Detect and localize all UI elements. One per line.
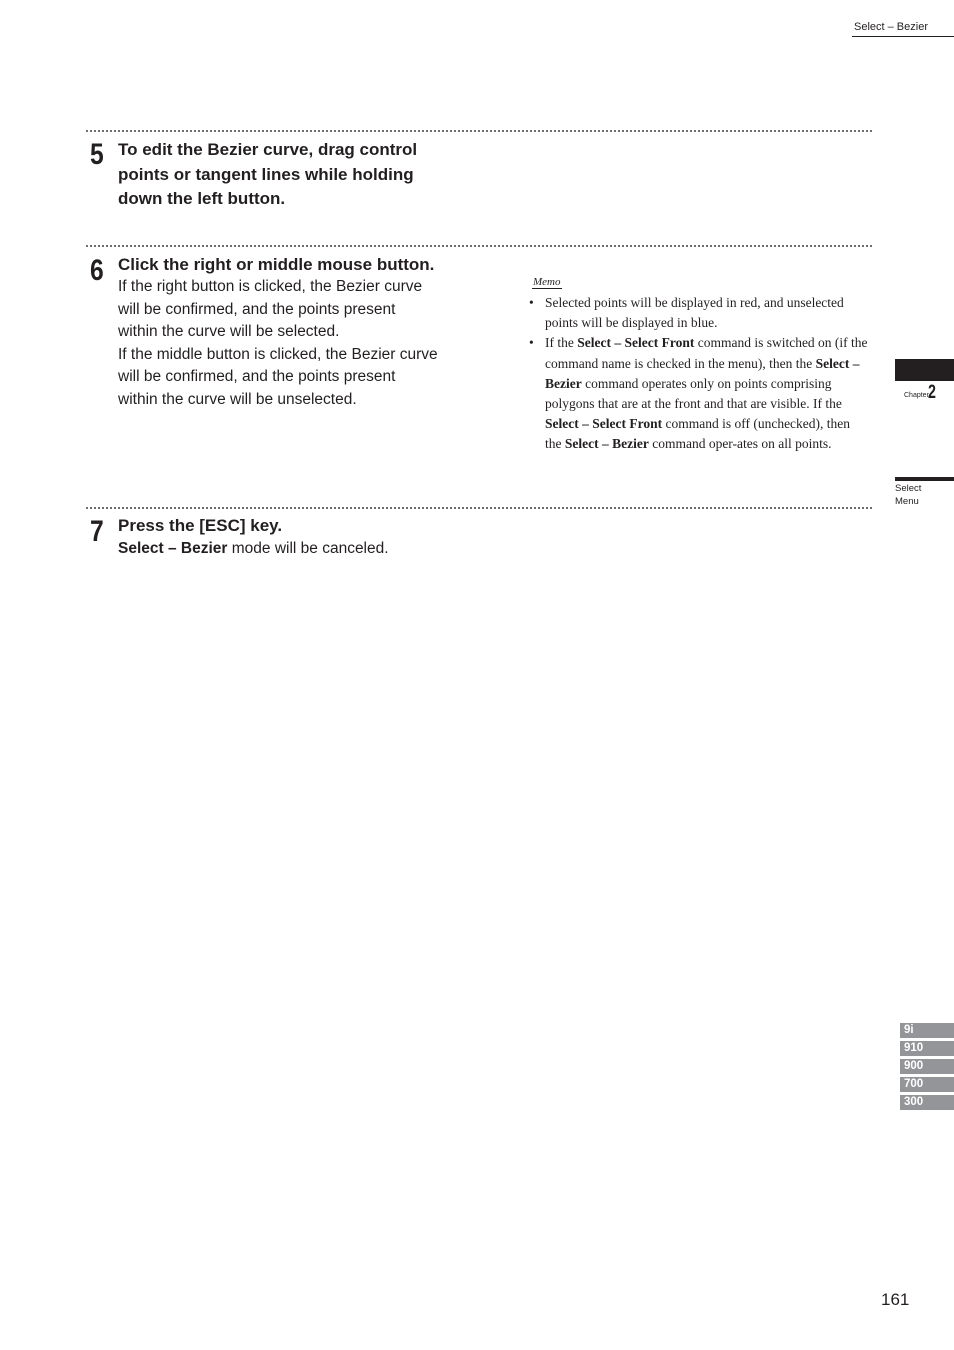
menu-tab-label-line: Menu (895, 495, 919, 507)
step-5-heading-line: To edit the Bezier curve, drag control (118, 140, 418, 159)
memo-icon (532, 276, 561, 289)
memo-text: command oper-ates on all points. (648, 436, 832, 452)
step-6-body-line: will be confirmed, and the points present (118, 368, 396, 385)
model-list (900, 1023, 954, 1113)
model-tag: 700 (900, 1077, 954, 1092)
step-6-number: 6 (90, 254, 104, 287)
step-7-command: Select – Bezier (118, 540, 228, 557)
step-6-body-line: within the curve will be selected. (118, 323, 340, 340)
step-7-heading: Press the [ESC] key. (118, 516, 283, 535)
step-6-body-line: If the right button is clicked, the Bezier curve (118, 278, 423, 295)
step-5-number: 5 (90, 138, 104, 171)
memo-text: command operates only on points comprising polygons that are at the front and that are visible. If the (545, 375, 842, 412)
memo-text: command is switched on (if the command name is checked in the menu), then the (545, 335, 868, 371)
step-6-body (118, 276, 498, 411)
step-7-divider (86, 507, 872, 509)
memo-label: Memo (533, 276, 561, 288)
model-tag: 300 (900, 1095, 954, 1110)
step-5-heading (118, 138, 478, 212)
menu-tab-label-line: Select (895, 483, 922, 494)
header-rule (852, 36, 954, 37)
menu-tab-label (895, 483, 945, 508)
memo-list (528, 293, 868, 455)
memo-command: Select – Bezier (564, 436, 649, 452)
bullet-icon: • (529, 335, 534, 351)
model-tag: 910 (900, 1041, 954, 1056)
page-number: 161 (881, 1290, 910, 1309)
step-6-body-line: If the middle button is clicked, the Bezier curve (118, 345, 438, 363)
memo-item (528, 333, 868, 454)
step-6-body-line: within the curve will be unselected. (118, 390, 357, 408)
memo-command: Select – Select Front (545, 416, 663, 432)
step-5-heading-line: down the left button. (118, 189, 286, 208)
step-7-number: 7 (90, 515, 104, 548)
chapter-tab-bar (895, 359, 954, 381)
memo-text: If the (545, 335, 578, 351)
step-5-divider (86, 130, 872, 132)
memo-item-1-text: Selected points will be displayed in red, and unselected points will be displayed in blue. (545, 295, 844, 331)
running-header: Select – Bezier (854, 21, 928, 33)
model-tag: 9i (900, 1023, 954, 1038)
step-7-body (118, 538, 518, 561)
step-6-heading: Click the right or middle mouse button. (118, 255, 435, 274)
menu-tab-bar (895, 477, 954, 481)
step-7-body-text: mode will be canceled. (227, 540, 389, 557)
step-5-heading-line: points or tangent lines while holding (118, 164, 414, 184)
step-6-divider (86, 245, 872, 247)
memo-command: Select – Bezier (545, 355, 860, 391)
chapter-label: Chapter (904, 392, 929, 399)
memo-text: command is off (unchecked), then the (545, 416, 851, 452)
chapter-number: 2 (928, 382, 936, 403)
memo-item (528, 293, 868, 333)
memo-command: Select – Select Front (577, 335, 695, 351)
bullet-icon: • (529, 295, 534, 310)
model-tag: 900 (900, 1059, 954, 1074)
step-6-body-line: will be confirmed, and the points present (118, 300, 396, 318)
